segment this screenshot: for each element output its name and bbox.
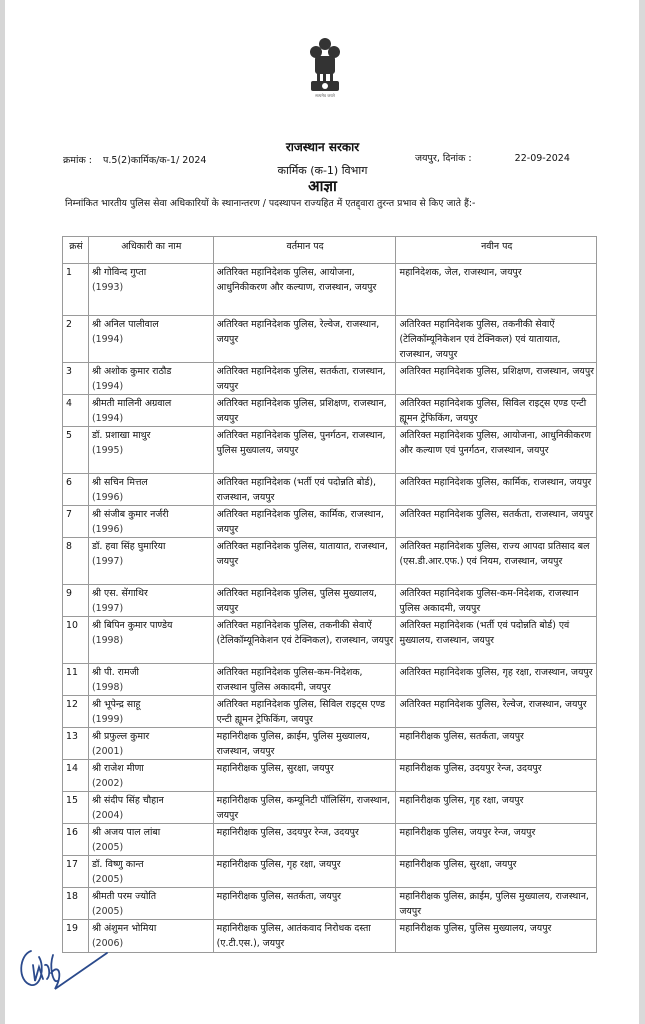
officer-name: श्री भूपेन्द्र साहू	[91, 699, 141, 710]
cell-current-post: अतिरिक्त महानिदेशक पुलिस, रेल्वेज, राजस्थान, जयपुर	[213, 316, 396, 363]
cell-officer	[88, 824, 213, 856]
cell-current-post: महानिरीक्षक पुलिस, सतर्कता, जयपुर	[213, 888, 396, 920]
order-intro: निम्नांकित भारतीय पुलिस सेवा अधिकारियों के स्थानान्तरण / पदस्थापन राज्यहित में एतद्द्वारा तुरन्त प्रभाव से किए जाते हैं:-	[65, 198, 476, 209]
cell-sno: 15	[63, 792, 89, 824]
table-row	[63, 264, 597, 316]
officer-batch: (1997)	[91, 603, 124, 614]
officer-name: श्री संजीब कुमार नर्जरी	[91, 509, 169, 520]
officer-name: श्री अजय पाल लांबा	[91, 827, 161, 838]
cell-new-post: अतिरिक्त महानिदेशक पुलिस, कार्मिक, राजस्थान, जयपुर	[396, 474, 597, 506]
officer-name: श्रीमती परम ज्योति	[91, 891, 157, 902]
cell-officer	[88, 363, 213, 395]
cell-officer	[88, 395, 213, 427]
transfer-table	[62, 236, 597, 953]
cell-new-post: अतिरिक्त महानिदेशक पुलिस, रेल्वेज, राजस्थान, जयपुर	[396, 696, 597, 728]
cell-current-post: अतिरिक्त महानिदेशक पुलिस, सतर्कता, राजस्थान, जयपुर	[213, 363, 396, 395]
table-row	[63, 585, 597, 617]
reference-number	[63, 153, 206, 166]
cell-officer	[88, 856, 213, 888]
officer-batch: (1994)	[91, 334, 124, 345]
cell-current-post: अतिरिक्त महानिदेशक पुलिस, कार्मिक, राजस्थान, जयपुर	[213, 506, 396, 538]
cell-new-post: महानिरीक्षक पुलिस, उदयपुर रेन्ज, उदयपुर	[396, 760, 597, 792]
officer-name: श्री प्रफुल्ल कुमार	[91, 731, 150, 742]
cell-current-post: महानिरीक्षक पुलिस, उदयपुर रेन्ज, उदयपुर	[213, 824, 396, 856]
cell-sno: 18	[63, 888, 89, 920]
cell-new-post: महानिरीक्षक पुलिस, पुलिस मुख्यालय, जयपुर	[396, 920, 597, 953]
cell-sno: 9	[63, 585, 89, 617]
cell-sno: 17	[63, 856, 89, 888]
place-date-label: जयपुर, दिनांक :	[415, 153, 472, 164]
officer-batch: (2001)	[91, 746, 124, 757]
reference-value: प.5(2)कार्मिक/क-1/ 2024	[103, 155, 207, 166]
cell-new-post: महानिरीक्षक पुलिस, सतर्कता, जयपुर	[396, 728, 597, 760]
cell-current-post: अतिरिक्त महानिदेशक पुलिस, सिविल राइट्स एण्ड एन्टी ह्यूमन ट्रेफिकिंग, जयपुर	[213, 696, 396, 728]
cell-officer	[88, 888, 213, 920]
table-row	[63, 824, 597, 856]
cell-officer	[88, 538, 213, 585]
table-row	[63, 474, 597, 506]
officer-name: श्री बिपिन कुमार पाण्डेय	[91, 620, 173, 631]
officer-batch: (1993)	[91, 282, 124, 293]
officer-name: श्री पी. रामजी	[91, 667, 139, 678]
cell-sno: 2	[63, 316, 89, 363]
cell-current-post: अतिरिक्त महानिदेशक पुलिस, पुलिस मुख्यालय, जयपुर	[213, 585, 396, 617]
cell-sno: 19	[63, 920, 89, 953]
cell-new-post: महानिरीक्षक पुलिस, जयपुर रेन्ज, जयपुर	[396, 824, 597, 856]
cell-new-post: अतिरिक्त महानिदेशक पुलिस, प्रशिक्षण, राजस्थान, जयपुर	[396, 363, 597, 395]
cell-sno: 1	[63, 264, 89, 316]
cell-new-post: महानिरीक्षक पुलिस, सुरक्षा, जयपुर	[396, 856, 597, 888]
cell-sno: 14	[63, 760, 89, 792]
cell-current-post: अतिरिक्त महानिदेशक पुलिस, प्रशिक्षण, राजस्थान, जयपुर	[213, 395, 396, 427]
cell-new-post: महानिदेशक, जेल, राजस्थान, जयपुर	[396, 264, 597, 316]
cell-officer	[88, 617, 213, 664]
cell-new-post: अतिरिक्त महानिदेशक (भर्ती एवं पदोन्नति बोर्ड) एवं मुख्यालय, राजस्थान, जयपुर	[396, 617, 597, 664]
cell-current-post: अतिरिक्त महानिदेशक पुलिस, आयोजना, आधुनिकीकरण और कल्याण, राजस्थान, जयपुर	[213, 264, 396, 316]
cell-current-post: महानिरीक्षक पुलिस, कम्यूनिटी पॉलिसिंग, राजस्थान, जयपुर	[213, 792, 396, 824]
officer-batch: (2004)	[91, 810, 124, 821]
officer-batch: (1994)	[91, 381, 124, 392]
officer-batch: (2005)	[91, 874, 124, 885]
table-row	[63, 888, 597, 920]
cell-new-post: अतिरिक्त महानिदेशक पुलिस, तकनीकी सेवाऐं (टेलिकॉम्यूनिकेशन एवं टेक्निकल) एवं यातायात, राजस्थान, जयपुर	[396, 316, 597, 363]
table-row	[63, 538, 597, 585]
cell-current-post: महानिरीक्षक पुलिस, सुरक्षा, जयपुर	[213, 760, 396, 792]
cell-officer	[88, 316, 213, 363]
table-row	[63, 664, 597, 696]
cell-sno: 11	[63, 664, 89, 696]
cell-officer	[88, 474, 213, 506]
cell-sno: 7	[63, 506, 89, 538]
cell-new-post: अतिरिक्त महानिदेशक पुलिस, सतर्कता, राजस्थान, जयपुर	[396, 506, 597, 538]
officer-name: डॉ. प्रशाखा माथुर	[91, 430, 151, 441]
cell-officer	[88, 427, 213, 474]
cell-officer	[88, 506, 213, 538]
officer-batch: (2002)	[91, 778, 124, 789]
cell-current-post: अतिरिक्त महानिदेशक पुलिस, यातायात, राजस्थान, जयपुर	[213, 538, 396, 585]
table-row	[63, 920, 597, 953]
cell-sno: 3	[63, 363, 89, 395]
officer-name: डॉ. विष्णु कान्त	[91, 859, 144, 870]
column-header-new-post: नवीन पद	[396, 237, 597, 264]
officer-name: श्री एस. सेंगाथिर	[91, 588, 148, 599]
column-header-current-post: वर्तमान पद	[213, 237, 396, 264]
officer-name: श्री गोविन्द गुप्ता	[91, 267, 147, 278]
cell-current-post: अतिरिक्त महानिदेशक पुलिस, पुनर्गठन, राजस्थान, पुलिस मुख्यालय, जयपुर	[213, 427, 396, 474]
cell-sno: 13	[63, 728, 89, 760]
officer-batch: (1998)	[91, 635, 124, 646]
place-date	[415, 151, 570, 164]
cell-current-post: महानिरीक्षक पुलिस, क्राईम, पुलिस मुख्यालय, राजस्थान, जयपुर	[213, 728, 396, 760]
cell-officer	[88, 792, 213, 824]
table-row	[63, 760, 597, 792]
table-row	[63, 617, 597, 664]
officer-name: श्री अंशुमन भोमिया	[91, 923, 157, 934]
table-row	[63, 427, 597, 474]
officer-name: श्री सचिन मित्तल	[91, 477, 148, 488]
cell-officer	[88, 585, 213, 617]
cell-sno: 6	[63, 474, 89, 506]
officer-batch: (1994)	[91, 413, 124, 424]
department-name: कार्मिक (क-1) विभाग	[277, 164, 368, 177]
officer-batch: (1995)	[91, 445, 124, 456]
table-row	[63, 506, 597, 538]
cell-current-post: अतिरिक्त महानिदेशक पुलिस-कम-निदेशक, राजस्थान पुलिस अकादमी, जयपुर	[213, 664, 396, 696]
cell-sno: 8	[63, 538, 89, 585]
cell-new-post: महानिरीक्षक पुलिस, गृह रक्षा, जयपुर	[396, 792, 597, 824]
officer-batch: (1996)	[91, 524, 124, 535]
cell-current-post: अतिरिक्त महानिदेशक पुलिस, तकनीकी सेवाऐं (टेलिकॉम्यूनिकेशन एवं टेक्निकल), राजस्थान, जयपुर	[213, 617, 396, 664]
cell-officer	[88, 264, 213, 316]
column-header-sno: क्रसं	[63, 237, 89, 264]
cell-new-post: अतिरिक्त महानिदेशक पुलिस, आयोजना, आधुनिकीकरण और कल्याण एवं पुनर्गठन, राजस्थान, जयपुर	[396, 427, 597, 474]
emblem-motto: सत्यमेव जयते	[315, 93, 335, 98]
cell-new-post: अतिरिक्त महानिदेशक पुलिस, सिविल राइट्स एण्ड एन्टी ह्यूमन ट्रेफिकिंग, जयपुर	[396, 395, 597, 427]
table-row	[63, 728, 597, 760]
cell-sno: 5	[63, 427, 89, 474]
cell-new-post: अतिरिक्त महानिदेशक पुलिस-कम-निदेशक, राजस्थान पुलिस अकादमी, जयपुर	[396, 585, 597, 617]
officer-batch: (1998)	[91, 682, 124, 693]
table-row	[63, 395, 597, 427]
officer-name: श्री संदीप सिंह चौहान	[91, 795, 164, 806]
order-title: आज्ञा	[308, 177, 337, 195]
cell-sno: 10	[63, 617, 89, 664]
order-date: 22-09-2024	[514, 153, 570, 164]
officer-name: श्री राजेश मीणा	[91, 763, 144, 774]
table-row	[63, 792, 597, 824]
officer-batch: (1999)	[91, 714, 124, 725]
signature	[15, 945, 115, 995]
table-row	[63, 316, 597, 363]
table-header-row	[63, 237, 597, 264]
table-row	[63, 856, 597, 888]
officer-batch: (2005)	[91, 906, 124, 917]
officer-batch: (2006)	[91, 938, 124, 949]
cell-officer	[88, 728, 213, 760]
cell-officer	[88, 760, 213, 792]
officer-batch: (1996)	[91, 492, 124, 503]
government-name: राजस्थान सरकार	[285, 140, 360, 154]
officer-name: श्री अशोक कुमार राठौड	[91, 366, 172, 377]
reference-label: क्रमांक :	[63, 155, 92, 166]
officer-name: श्रीमती मालिनी अग्रवाल	[91, 398, 172, 409]
cell-current-post: महानिरीक्षक पुलिस, गृह रक्षा, जयपुर	[213, 856, 396, 888]
table-row	[63, 696, 597, 728]
officer-name: श्री अनिल पालीवाल	[91, 319, 159, 330]
cell-officer	[88, 664, 213, 696]
cell-new-post: अतिरिक्त महानिदेशक पुलिस, गृह रक्षा, राजस्थान, जयपुर	[396, 664, 597, 696]
officer-name: डॉ. हवा सिंह घुमारिया	[91, 541, 166, 552]
cell-current-post: अतिरिक्त महानिदेशक (भर्ती एवं पदोन्नति बोर्ड), राजस्थान, जयपुर	[213, 474, 396, 506]
cell-current-post: महानिरीक्षक पुलिस, आतंकवाद निरोधक दस्ता (ए.टी.एस.), जयपुर	[213, 920, 396, 953]
cell-new-post: महानिरीक्षक पुलिस, क्राईम, पुलिस मुख्यालय, राजस्थान, जयपुर	[396, 888, 597, 920]
cell-sno: 16	[63, 824, 89, 856]
cell-sno: 4	[63, 395, 89, 427]
cell-officer	[88, 696, 213, 728]
officer-batch: (2005)	[91, 842, 124, 853]
cell-new-post: अतिरिक्त महानिदेशक पुलिस, राज्य आपदा प्रतिसाद बल (एस.डी.आर.एफ.) एवं नियम, राजस्थान, जयपुर	[396, 538, 597, 585]
cell-sno: 12	[63, 696, 89, 728]
column-header-name: अधिकारी का नाम	[88, 237, 213, 264]
officer-batch: (1997)	[91, 556, 124, 567]
table-row	[63, 363, 597, 395]
